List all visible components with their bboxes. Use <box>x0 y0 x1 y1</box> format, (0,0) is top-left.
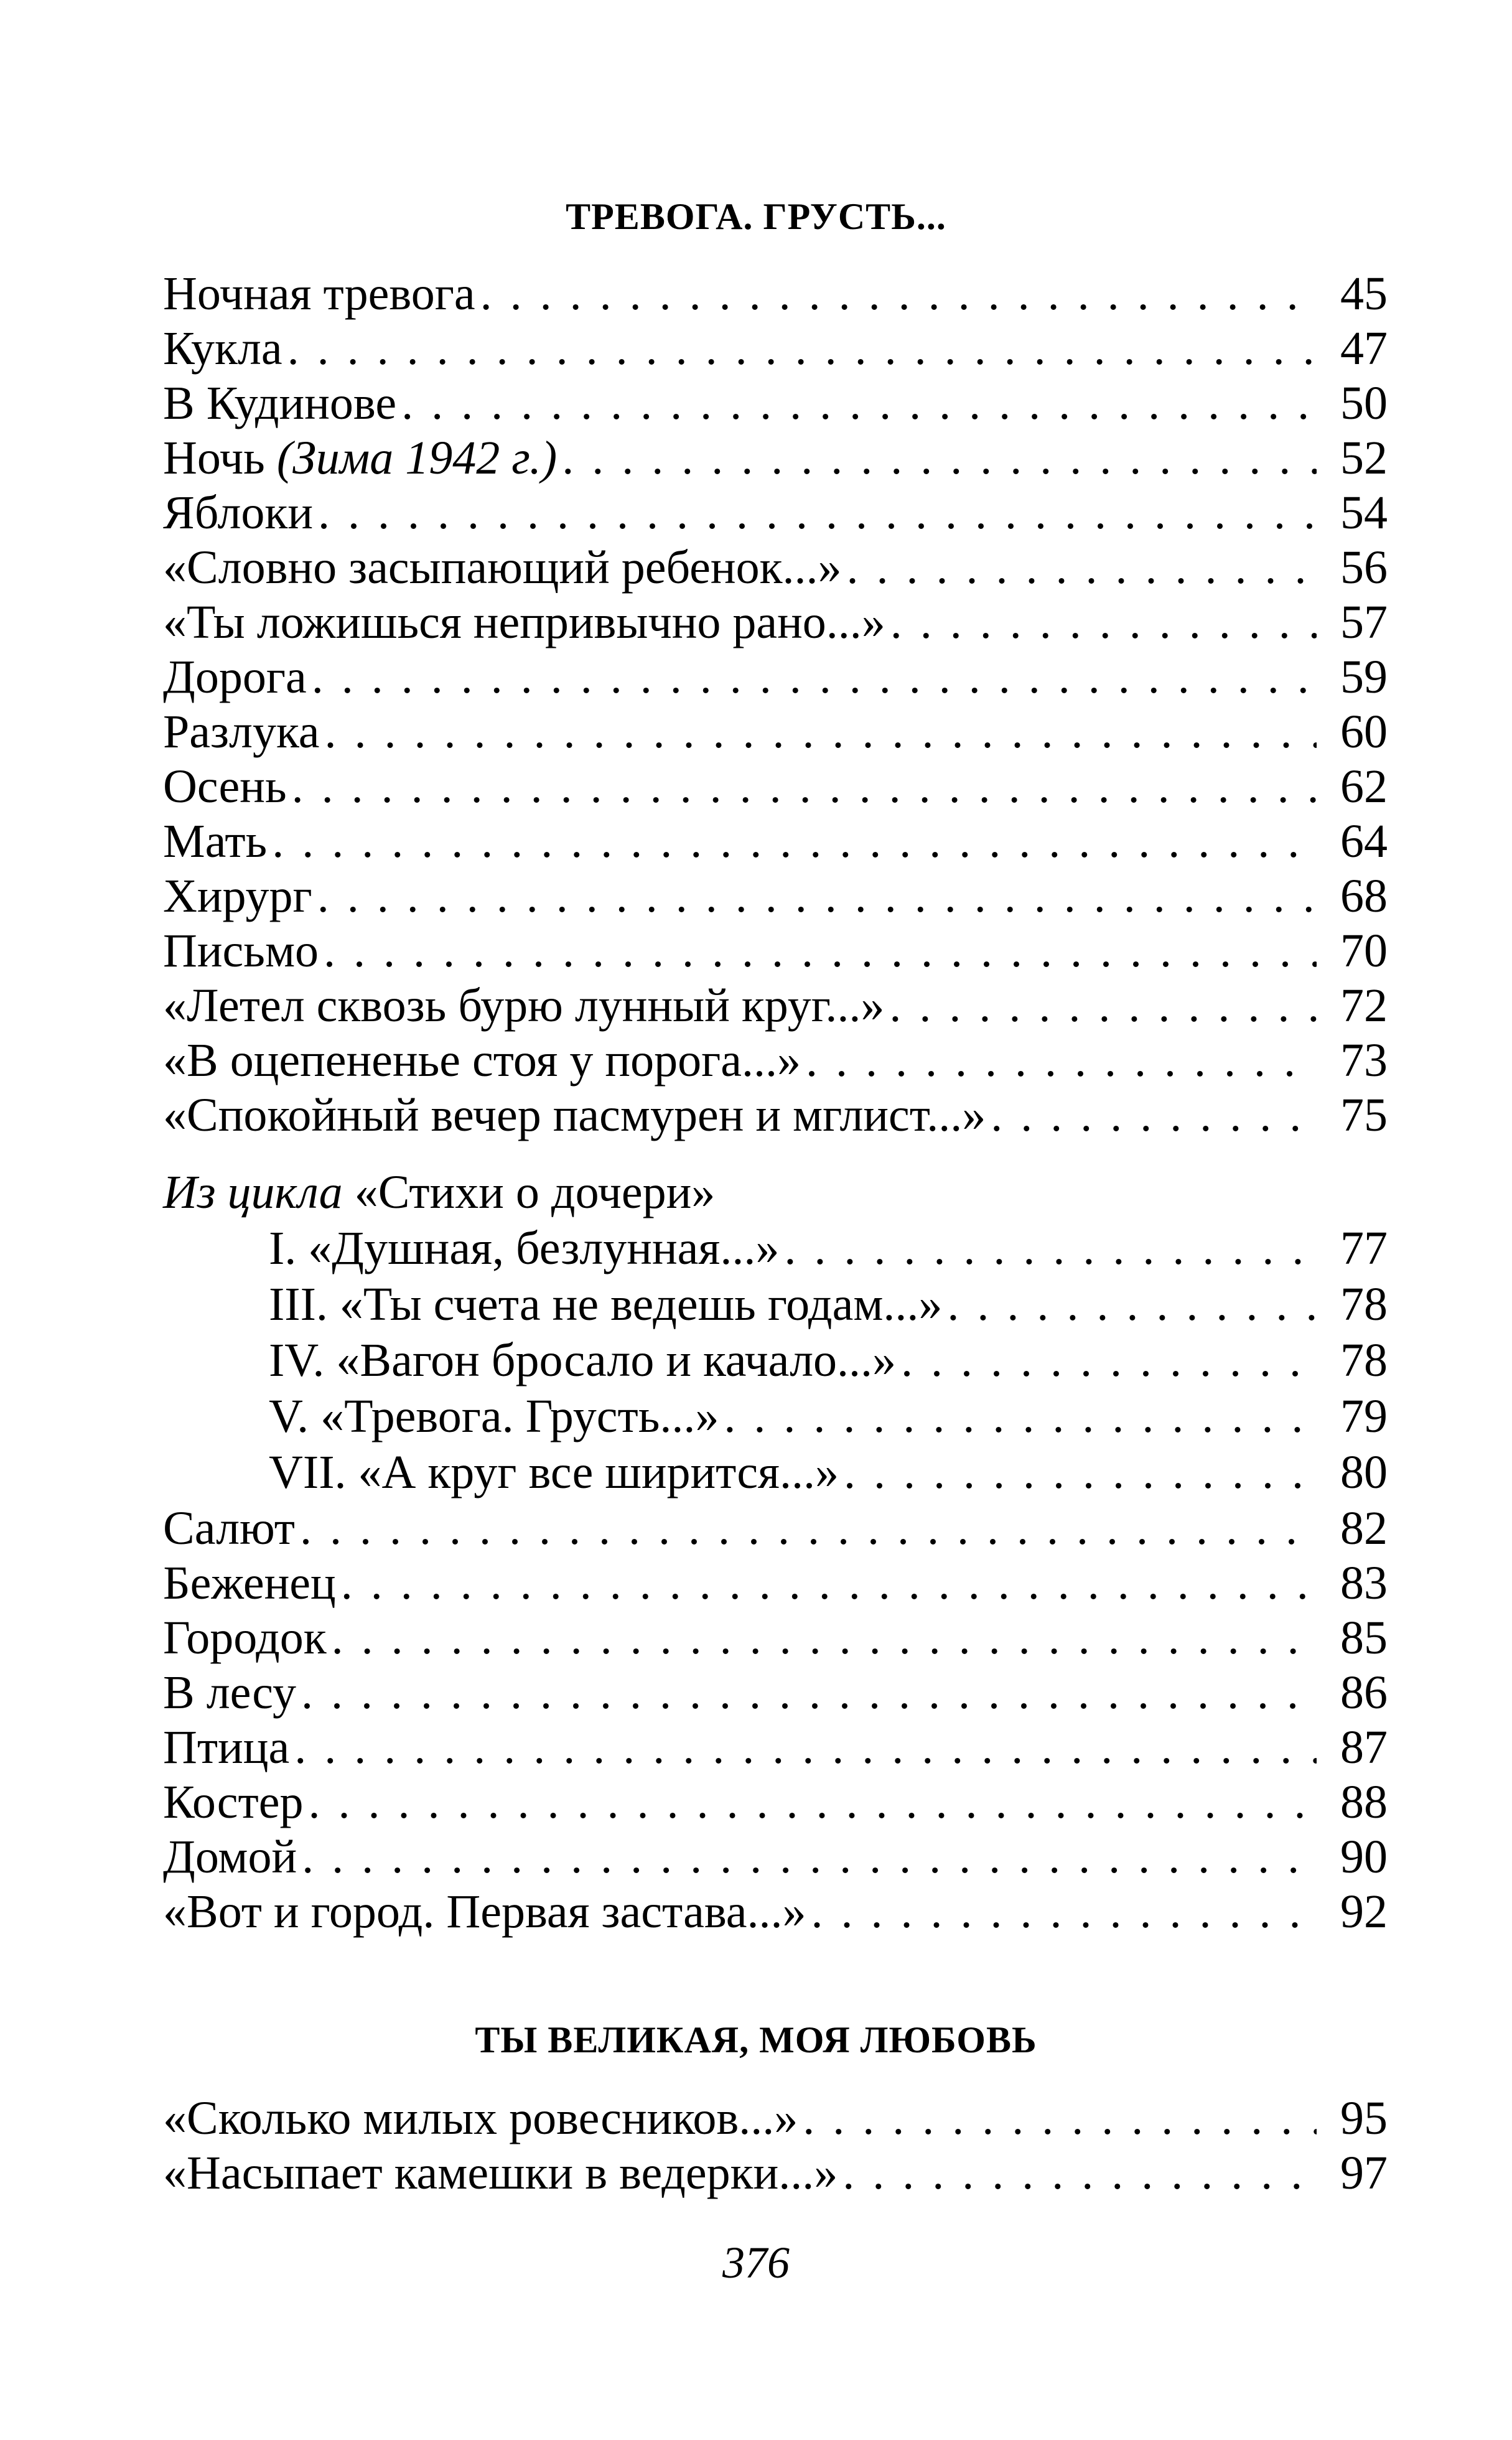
dot-leader <box>324 704 1317 759</box>
toc-entry <box>163 1088 1388 1143</box>
dot-leader <box>890 595 1317 650</box>
toc-entry-title: Осень <box>163 760 287 813</box>
toc-entry <box>163 595 1388 650</box>
cycle-name: «Стихи о дочери» <box>342 1166 716 1218</box>
dot-leader <box>308 1775 1317 1830</box>
toc-entry-page: 75 <box>1340 1089 1388 1141</box>
dot-leader <box>300 1501 1317 1556</box>
toc-entry <box>163 1830 1388 1884</box>
toc-entry-page: 56 <box>1340 541 1388 594</box>
toc-entry <box>163 266 1388 321</box>
toc-entry-page: 92 <box>1340 1886 1388 1938</box>
cycle-entry <box>269 1277 1388 1332</box>
dot-leader <box>324 923 1317 978</box>
toc-entry-title: Письмо <box>163 925 319 977</box>
toc-entry <box>163 2091 1388 2146</box>
dot-leader <box>991 1088 1317 1143</box>
toc-entry-title: Беженец <box>163 1557 336 1609</box>
toc-entry <box>163 540 1388 595</box>
toc-entry-page: 73 <box>1340 1034 1388 1087</box>
dot-leader <box>889 978 1317 1033</box>
toc-entry-title: Городок <box>163 1612 327 1664</box>
toc-entry-page: 82 <box>1340 1502 1388 1554</box>
dot-leader <box>811 1884 1317 1939</box>
toc-entry-page: 62 <box>1340 760 1388 813</box>
toc-entry-page: 72 <box>1340 979 1388 1032</box>
dot-leader <box>292 759 1317 814</box>
toc-entry-page: 60 <box>1340 706 1388 758</box>
toc-entry-page: 54 <box>1340 487 1388 539</box>
dot-leader <box>287 321 1317 376</box>
toc-entry-page: 57 <box>1340 596 1388 648</box>
toc-entry-page: 64 <box>1340 815 1388 867</box>
cycle-heading <box>163 1165 715 1220</box>
toc-entry-title: «Словно засыпающий ребенок...» <box>163 541 842 594</box>
cycle-entry-title: IV. «Вагон бросало и качало...» <box>269 1334 897 1386</box>
toc-entry-page: 83 <box>1340 1557 1388 1609</box>
toc-entry-title: «В оцепененье стоя у порога...» <box>163 1034 801 1087</box>
toc-entry <box>163 2146 1388 2200</box>
toc-entry-page: 95 <box>1340 2092 1388 2144</box>
dot-leader <box>272 814 1317 869</box>
cycle-prefix: Из цикла <box>163 1166 343 1218</box>
toc-entry <box>163 814 1388 869</box>
toc-entry-title: Яблоки <box>163 487 313 539</box>
dot-leader <box>562 431 1317 485</box>
toc-entry <box>163 1556 1388 1610</box>
toc-entry <box>163 978 1388 1033</box>
toc-entry-title: «Сколько милых ровесников...» <box>163 2092 798 2144</box>
toc-entry-page: 45 <box>1340 268 1388 320</box>
cycle-entry-page: 78 <box>1340 1278 1388 1330</box>
cycle-entry-page: 80 <box>1340 1446 1388 1498</box>
section-heading-trevoga: ТРЕВОГА. ГРУСТЬ... <box>566 196 946 237</box>
toc-entry-title: «Спокойный вечер пасмурен и мглист...» <box>163 1089 986 1141</box>
toc-entry <box>163 869 1388 923</box>
toc-entry <box>163 704 1388 759</box>
toc-entry <box>163 1665 1388 1720</box>
cycle-entry <box>269 1389 1388 1444</box>
toc-entry-page: 70 <box>1340 925 1388 977</box>
dot-leader <box>317 869 1317 923</box>
toc-entry <box>163 1884 1388 1939</box>
toc-entry-page: 87 <box>1340 1721 1388 1774</box>
toc-entry <box>163 650 1388 704</box>
toc-entry <box>163 321 1388 376</box>
dot-leader <box>724 1389 1317 1444</box>
cycle-entry-title: I. «Душная, безлунная...» <box>269 1222 780 1274</box>
cycle-entry-page: 78 <box>1340 1334 1388 1386</box>
toc-entry-page: 90 <box>1340 1831 1388 1883</box>
toc-entry-title: Дорога <box>163 651 307 703</box>
dot-leader <box>784 1221 1317 1276</box>
toc-entry-title: Разлука <box>163 706 320 758</box>
toc-entry-page: 50 <box>1340 377 1388 429</box>
dot-leader <box>318 485 1317 540</box>
toc-entry-title: Салют <box>163 1502 296 1554</box>
dot-leader <box>901 1333 1317 1388</box>
toc-entry-page: 52 <box>1340 432 1388 484</box>
cycle-entry-title: V. «Тревога. Грусть...» <box>269 1390 719 1442</box>
toc-entry-title: Кукла <box>163 322 282 375</box>
cycle-entry-title: VII. «А круг все ширится...» <box>269 1446 839 1498</box>
toc-entry-title: Костер <box>163 1776 304 1828</box>
toc-entry-title: «Насыпает камешки в ведерки...» <box>163 2147 838 2199</box>
cycle-entry <box>269 1333 1388 1388</box>
toc-entry <box>163 1610 1388 1665</box>
toc-entry-title: Домой <box>163 1831 297 1883</box>
toc-entry <box>163 1501 1388 1556</box>
dot-leader <box>842 2146 1317 2200</box>
toc-entry-page: 85 <box>1340 1612 1388 1664</box>
dot-leader <box>803 2091 1317 2146</box>
toc-entry <box>163 759 1388 814</box>
dot-leader <box>947 1277 1317 1332</box>
toc-entry-title-note: (Зима 1942 г.) <box>276 432 558 484</box>
toc-entry-page: 97 <box>1340 2147 1388 2199</box>
toc-entry-title: В Кудинове <box>163 377 397 429</box>
toc-entry-title <box>163 431 557 485</box>
dot-leader <box>401 376 1317 431</box>
toc-entry-title: «Ты ложишься непривычно рано...» <box>163 596 885 648</box>
toc-entry <box>163 923 1388 978</box>
cycle-entry <box>269 1445 1388 1500</box>
toc-entry-title: Ночная тревога <box>163 268 475 320</box>
toc-entry-title: Мать <box>163 815 268 867</box>
toc-entry-page: 59 <box>1340 651 1388 703</box>
dot-leader <box>847 540 1317 595</box>
toc-entry-page: 68 <box>1340 870 1388 922</box>
dot-leader <box>312 650 1317 704</box>
page-number: 376 <box>722 2238 790 2288</box>
toc-entry-page: 47 <box>1340 322 1388 375</box>
toc-entry <box>163 431 1388 485</box>
dot-leader <box>301 1665 1317 1720</box>
toc-entry-page: 86 <box>1340 1666 1388 1719</box>
toc-entry <box>163 1033 1388 1088</box>
toc-entry <box>163 376 1388 431</box>
toc-entry-title: «Летел сквозь бурю лунный круг...» <box>163 979 885 1032</box>
dot-leader <box>844 1445 1317 1500</box>
dot-leader <box>302 1830 1317 1884</box>
section-heading-lyubov: ТЫ ВЕЛИКАЯ, МОЯ ЛЮБОВЬ <box>475 2019 1037 2060</box>
toc-entry-title: В лесу <box>163 1666 296 1719</box>
cycle-entry-title: III. «Ты счета не ведешь годам...» <box>269 1278 943 1330</box>
toc-entry <box>163 1720 1388 1775</box>
toc-entry <box>163 485 1388 540</box>
dot-leader <box>341 1556 1317 1610</box>
dot-leader <box>332 1610 1317 1665</box>
dot-leader <box>806 1033 1317 1088</box>
toc-entry-title: «Вот и город. Первая застава...» <box>163 1886 806 1938</box>
cycle-entry-page: 77 <box>1340 1222 1388 1274</box>
cycle-entry <box>269 1221 1388 1276</box>
toc-entry-title: Хирург <box>163 870 312 922</box>
toc-entry-title-main: Ночь <box>163 432 277 484</box>
dot-leader <box>294 1720 1317 1775</box>
toc-entry <box>163 1775 1388 1830</box>
toc-entry-page: 88 <box>1340 1776 1388 1828</box>
toc-entry-title: Птица <box>163 1721 290 1774</box>
dot-leader <box>480 266 1317 321</box>
cycle-entry-page: 79 <box>1340 1390 1388 1442</box>
